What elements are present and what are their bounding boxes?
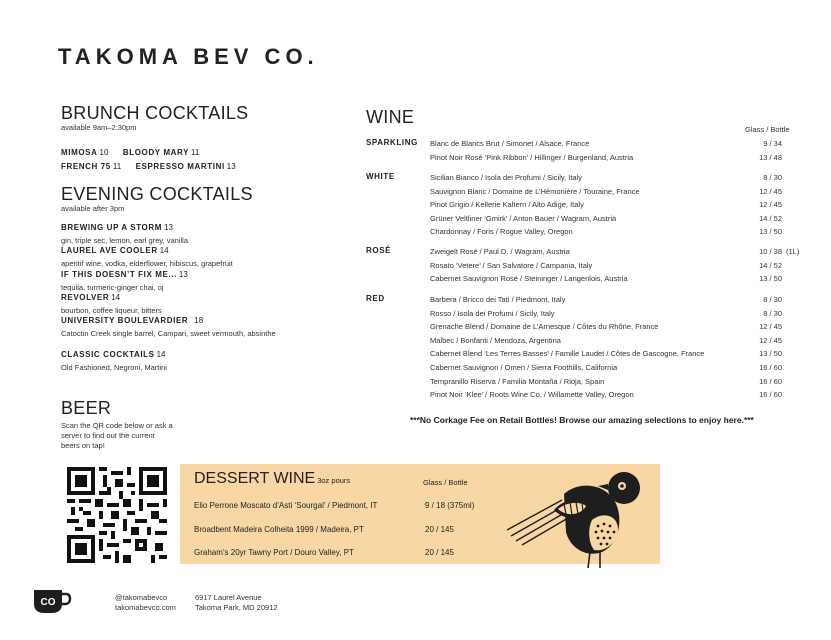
footer-handle[interactable]: @takomabevco	[115, 593, 168, 602]
wine-price: 8 / 30	[763, 308, 782, 318]
brunch-title: BRUNCH COCKTAILS	[61, 103, 249, 123]
evening-hours: available after 3pm	[61, 204, 125, 213]
dessert-wine-name: Broadbent Madeira Colheita 1999 / Madeira, PT	[194, 525, 364, 534]
cocktail-name: REVOLVER	[61, 293, 110, 302]
dessert-price-header: Glass / Bottle	[423, 478, 468, 487]
brunch-item-name: BLOODY MARY	[122, 148, 190, 157]
dessert-title-text: DESSERT WINE	[194, 470, 316, 487]
brunch-item-price: 11	[112, 162, 122, 171]
wine-name: Pinot Grigio / Kellerie Kaltern / Alto Adige, Italy	[430, 200, 584, 210]
wine-price: 12 / 45	[759, 186, 782, 196]
beer-text-line: server to find out the current	[61, 431, 155, 440]
wine-price: 14 / 52	[759, 260, 782, 270]
cocktail-price: 14	[156, 350, 166, 359]
wine-category: SPARKLING	[366, 138, 418, 147]
cocktail-desc: gin, triple sec, lemon, earl grey, vanilla	[61, 236, 189, 245]
evening-title: EVENING COCKTAILS	[61, 184, 253, 204]
footer-site[interactable]: takomabevco.com	[115, 603, 176, 612]
footer-address	[195, 593, 278, 613]
evening-cocktail	[61, 344, 167, 372]
cocktail-price: 13	[164, 223, 173, 232]
wine-name: Rosso / Isola dei Profumi / Sicily, Italy	[430, 308, 555, 318]
dessert-wine-name: Elio Perrone Moscato d’Asti ‘Sourgal’ / Piedmont, IT	[194, 501, 378, 510]
brand-title: TAKOMA BEV CO.	[58, 44, 319, 69]
wine-name: Pinot Noir Rosé ‘Pink Ribbon’ / Hillinger / Burgenland, Austria	[430, 152, 634, 162]
cocktail-desc: aperitif wine, vodka, elderflower, hibiscus, grapefruit	[61, 259, 233, 268]
wine-size: (1L)	[786, 247, 800, 256]
dessert-panel	[180, 464, 660, 564]
brunch-item-name: MIMOSA	[61, 148, 98, 157]
wine-name: Cabernet Sauvignon / Omen / Sierra Foothills, California	[430, 363, 618, 372]
cup-logo	[32, 588, 72, 616]
footer-address-line: Takoma Park, MD 20912	[195, 603, 278, 612]
wine-name: Sauvignon Blanc / Domaine de L’Hémonière / Touraine, France	[430, 186, 640, 196]
bird-illustration	[502, 452, 652, 570]
wine-name: Cabernet Blend ‘Les Terres Basses’ / Famille Laudet / Côtes de Gascogne, France	[430, 349, 705, 359]
beer-text-line: Scan the QR code below or ask a	[61, 421, 173, 430]
beer-text	[61, 421, 173, 451]
wine-price: 16 / 60	[759, 363, 782, 372]
wine-price: 16 / 60	[759, 376, 782, 386]
wine-price: 13 / 48	[759, 152, 782, 162]
wine-category: RED	[366, 294, 385, 303]
cocktail-price: 14	[111, 293, 121, 302]
wine-name: Cabernet Sauvignon Rosé / Steininger / Langenlois, Austria	[430, 274, 628, 284]
cocktail-price: 14	[159, 246, 169, 255]
footer-contact	[115, 593, 176, 613]
dessert-subtitle: 3oz pours	[317, 476, 351, 485]
brunch-item-price: 11	[191, 148, 200, 157]
wine-price: 16 / 60	[759, 390, 782, 400]
wine-name: Pinot Noir ‘Klee’ / Roots Wine Co. / Willamette Valley, Oregon	[430, 390, 634, 400]
beer-qr-code[interactable]	[67, 467, 167, 563]
cocktail-desc: bourbon, coffee liqueur, bitters	[61, 306, 162, 315]
wine-price: 13 / 50	[759, 274, 782, 284]
cocktail-desc: Old Fashioned, Negroni, Martini	[61, 363, 167, 372]
wine-price: 12 / 45	[759, 200, 782, 210]
logo-text: CO	[40, 597, 56, 608]
cocktail-name: CLASSIC COCKTAILS	[61, 350, 155, 359]
brunch-item-name: FRENCH 75	[61, 162, 111, 171]
dessert-wine-price: 9 / 18 (375ml)	[425, 501, 475, 510]
beer-text-line: beers on tap!	[61, 441, 105, 450]
wine-title: WINE	[366, 107, 415, 127]
wine-name: Chardonnay / Foris / Rogue Valley, Oregon	[430, 227, 573, 237]
wine-name: Malbec / Bonfanti / Mendoza, Argentina	[430, 335, 561, 345]
dessert-wine-price: 20 / 145	[425, 525, 454, 534]
cocktail-price: 18	[194, 316, 204, 325]
wine-name: Grenache Blend / Domaine de L’Arnesque / Côtes du Rhône, France	[430, 322, 659, 332]
wine-price: 13 / 50	[759, 349, 782, 359]
beer-title: BEER	[61, 398, 112, 418]
cocktail-name: UNIVERSITY BOULEVARDIER	[61, 316, 189, 325]
wine-price-header: Glass / Bottle	[745, 125, 790, 134]
wine-name: Rosato ‘Vetere’ / San Salvatore / Campania, Italy	[430, 260, 593, 270]
wine-name: Zweigelt Rosé / Paul D. / Wagram, Austria	[430, 247, 570, 256]
cocktail-desc: Catoctin Creek single barrel, Campari, sweet vermouth, absinthe	[61, 329, 276, 338]
brunch-item-price: 13	[226, 162, 236, 171]
dessert-wine-name: Graham’s 20yr Tawny Port / Douro Valley, PT	[194, 548, 354, 557]
wine-price: 8 / 30	[763, 295, 782, 304]
corkage-note: ***No Corkage Fee on Retail Bottles! Browse our amazing selections to enjoy here.***	[410, 415, 754, 425]
cocktail-name: IF THIS DOESN’T FIX ME...	[61, 270, 177, 279]
wine-name: Tempranillo Riserva / Familia Montaña / Rioja, Spain	[430, 376, 605, 386]
wine-name: Sicilian Bianco / Isola dei Profumi / Sicily, Italy	[430, 173, 583, 182]
cocktail-price: 13	[178, 270, 188, 279]
wine-price: 8 / 30	[763, 173, 782, 182]
footer-address-line: 6917 Laurel Avenue	[195, 593, 262, 602]
wine-name: Grüner Veltliner ‘Gmirk’ / Anton Bauer / Wagram, Austria	[430, 213, 617, 223]
brunch-row-2	[61, 156, 236, 174]
wine-price: 13 / 50	[759, 227, 782, 237]
dessert-title	[194, 470, 350, 488]
wine-price: 14 / 52	[759, 213, 782, 223]
wine-price: 12 / 45	[759, 335, 782, 345]
wine-price: 9 / 34	[763, 139, 782, 148]
cocktail-name: BREWING UP A STORM	[61, 223, 163, 232]
wine-price: 10 / 38	[759, 247, 782, 256]
wine-name: Barbera / Bricco dei Tati / Piedmont, Italy	[430, 295, 566, 304]
cocktail-desc: tequila, turmeric-ginger chai, oj	[61, 283, 164, 292]
wine-name: Blanc de Blancs Brut / Simonet / Alsace, France	[430, 139, 590, 148]
cocktail-name: LAUREL AVE COOLER	[61, 246, 158, 255]
wine-price: 12 / 45	[759, 322, 782, 332]
wine-category: ROSÉ	[366, 246, 392, 255]
brunch-item-name: ESPRESSO MARTINI	[135, 162, 225, 171]
wine-category: WHITE	[366, 172, 395, 181]
brunch-item-price: 10	[99, 148, 109, 157]
dessert-wine-price: 20 / 145	[425, 548, 454, 557]
evening-cocktail	[61, 310, 276, 338]
brunch-hours: available 9am–2:30pm	[61, 123, 137, 132]
